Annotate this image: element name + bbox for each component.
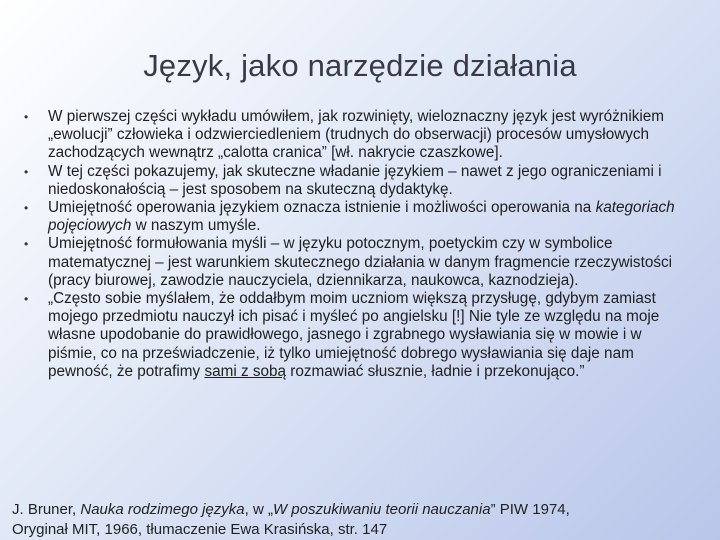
bullet-text-post: w naszym umyśle. bbox=[131, 217, 261, 235]
bullet-list bbox=[24, 108, 694, 381]
citation-tail: ” PIW 1974, bbox=[490, 501, 570, 518]
citation-book: Nauka rodzimego języka bbox=[80, 501, 245, 518]
citation-mid: , w „ bbox=[244, 501, 273, 518]
bullet-text-underlined: sami z sobą bbox=[204, 362, 287, 380]
bullet-item-3 bbox=[24, 199, 694, 235]
bullet-dot-icon: • bbox=[24, 164, 29, 179]
bullet-item-5 bbox=[24, 290, 694, 381]
bullet-text-pre: „Często sobie myślałem, że oddałbym moim uczniom większą przysługę, gdybym zamiast mojego przedmiotu nauczył ich pisać i myśleć po angielsku [!] Nie tyle ze względu na moje własne upodobanie do prawidłowego, jasnego i zgrabnego wysławiania się w mowie i w piśmie, co na przeświadczenie, iż tylko umiejętność dobrego wysławiania się daje nam pewność, że potrafimy bbox=[48, 290, 660, 380]
bullet-dot-icon: • bbox=[24, 237, 29, 252]
citation-author: J. Bruner, bbox=[12, 501, 81, 518]
citation-line-1 bbox=[12, 500, 712, 520]
bullet-dot-icon: • bbox=[24, 201, 29, 216]
citation-line-2: Oryginał MIT, 1966, tłumaczenie Ewa Krasińska, str. 147 bbox=[12, 521, 388, 538]
bullet-text-pre: Umiejętność operowania językiem oznacza istnienie i możliwości operowania na bbox=[48, 199, 596, 217]
bullet-text bbox=[48, 199, 675, 234]
bullet-item-2 bbox=[24, 163, 694, 199]
slide-title: Język, jako narzędzie działania bbox=[143, 48, 577, 83]
bullet-text: Umiejętność formułowania myśli – w języku potocznym, poetyckim czy w symbolice matematycznej – jest warunkiem skutecznego działania w danym fragmencie rzeczywistości (pracy biurowej, zawodzie nauczyciela, dziennikarza, naukowca, kaznodzieja). bbox=[48, 235, 673, 289]
citation bbox=[12, 500, 712, 540]
bullet-text-post: rozmawiać słusznie, ładnie i przekonująco.” bbox=[286, 362, 585, 380]
bullet-text: W pierwszej części wykładu umówiłem, jak rozwinięty, wieloznaczny język jest wyróżnikiem „ewolucji” człowieka i odzwierciedleniem (trudnych do obserwacji) procesów umysłowych zachodzących wewnątrz „calotta cranica” [wł. nakrycie czaszkowe]. bbox=[48, 108, 665, 162]
bullet-text bbox=[48, 290, 659, 380]
bullet-dot-icon: • bbox=[24, 110, 29, 124]
bullet-dot-icon: • bbox=[24, 292, 29, 307]
bullet-item-4 bbox=[24, 235, 694, 290]
citation-series: W poszukiwaniu teorii nauczania bbox=[272, 501, 491, 518]
bullet-item-1 bbox=[24, 108, 694, 163]
bullet-text: W tej części pokazujemy, jak skuteczne władanie językiem – nawet z jego ograniczeniami i niedoskonałością – jest sposobem na skuteczną dydaktykę. bbox=[48, 162, 662, 198]
bullet-text-italic: kategoriach pojęciowych bbox=[48, 199, 675, 235]
